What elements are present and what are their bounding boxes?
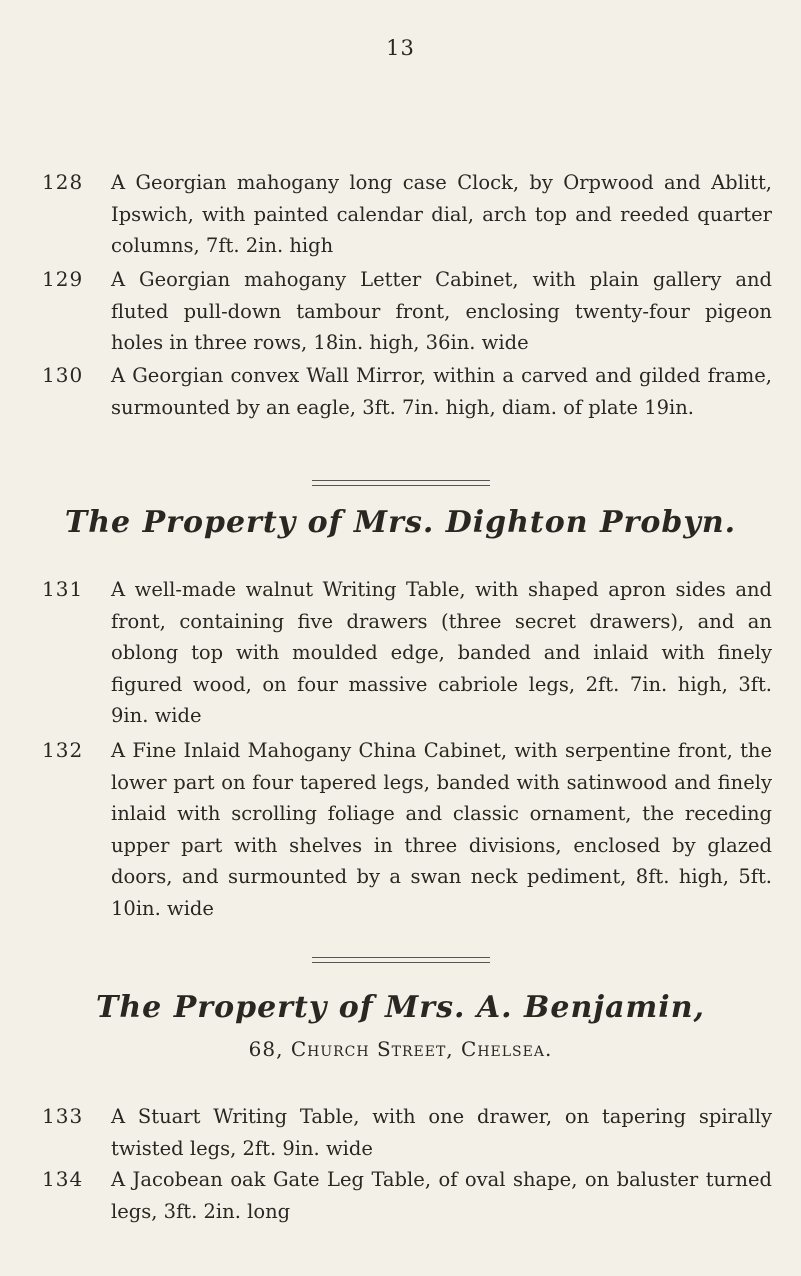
lot-description: A Georgian convex Wall Mirror, within a carved and gilded frame, surmounted by an eagle, 3ft. 7in. high, diam. of plate 19in.: [111, 364, 772, 419]
lot-entry: [42, 360, 772, 423]
lot-number: 129: [42, 267, 84, 291]
lot-entry: [42, 167, 772, 262]
lot-description: A Jacobean oak Gate Leg Table, of oval shape, on baluster turned legs, 3ft. 2in. long: [111, 1168, 772, 1223]
lot-entry: [42, 264, 772, 359]
lot-number: 128: [42, 170, 84, 194]
lot-entry: [42, 1164, 772, 1227]
lot-number: 133: [42, 1104, 84, 1128]
lot-description: A Georgian mahogany long case Clock, by Orpwood and Ablitt, Ipswich, with painted calendar dial, arch top and reeded quarter columns, 7ft. 2in. high: [111, 171, 772, 257]
lot-description: A Stuart Writing Table, with one drawer, on tapering spirally twisted legs, 2ft. 9in. wide: [111, 1105, 772, 1160]
section-heading: The Property of Mrs. Dighton Probyn.: [64, 505, 737, 540]
lot-number: 132: [42, 738, 84, 762]
lot-number: 131: [42, 577, 84, 601]
lot-description: A Fine Inlaid Mahogany China Cabinet, with serpentine front, the lower part on four tapered legs, banded with satinwood and finely inlaid with scrolling foliage and classic ornament, the receding upper part with shelves in three divisions, enclosed by glazed doors, and surmounted by a swan neck pediment, 8ft. high, 5ft. 10in. wide: [111, 739, 772, 920]
page-number: 13: [386, 36, 415, 60]
lot-entry: [42, 574, 772, 732]
lot-description: A well-made walnut Writing Table, with shaped apron sides and front, containing five drawers (three secret drawers), and an oblong top with moulded edge, banded and inlaid with finely figured wood, on four massive cabriole legs, 2ft. 7in. high, 3ft. 9in. wide: [111, 578, 772, 727]
lot-number: 130: [42, 363, 84, 387]
section-heading: The Property of Mrs. A. Benjamin,: [96, 990, 705, 1025]
lot-number: 134: [42, 1167, 84, 1191]
section-divider: [312, 480, 490, 486]
section-divider: [312, 957, 490, 963]
lot-description: A Georgian mahogany Letter Cabinet, with plain gallery and fluted pull-down tambour front, enclosing twenty-four pigeon holes in three rows, 18in. high, 36in. wide: [111, 268, 772, 354]
section-address: 68, Church Street, Chelsea.: [248, 1037, 553, 1061]
lot-entry: [42, 1101, 772, 1164]
lot-entry: [42, 735, 772, 924]
